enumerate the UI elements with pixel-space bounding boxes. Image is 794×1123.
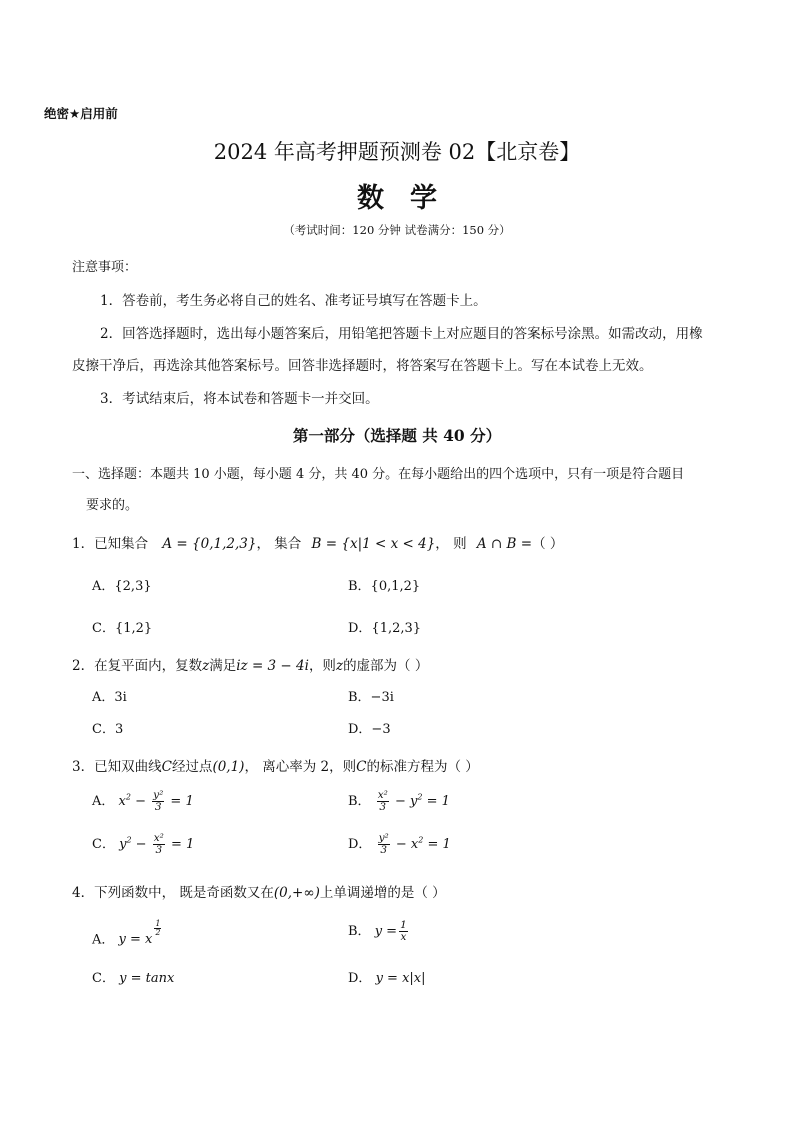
fraction: $\frac{1}{x}$	[400, 919, 407, 944]
option-c: C．3	[92, 722, 124, 737]
option-d: D．−3	[348, 722, 391, 737]
stem-math: B = {x|1 < x < 4}	[311, 536, 436, 552]
option-math: y = tanx	[119, 971, 175, 986]
option-label: B．	[348, 924, 371, 940]
stem-text: 的标准方程为（ ）	[366, 759, 479, 775]
fraction: $\frac{\text{x²}}{3}$	[377, 789, 388, 814]
option-math: $y^2$ − $\frac{\text{x²}}{3}$ = 1	[119, 832, 195, 857]
question-4-stem	[72, 881, 446, 901]
confidential-label: 绝密★启用前	[44, 106, 118, 121]
option-a: A．3i	[92, 690, 127, 705]
option-a	[92, 920, 163, 947]
section-instruction: 一、选择题：本题共 10 小题，每小题 4 分，共 40 分。在每小题给出的四个选项中，只有一项是符合题目	[72, 467, 685, 482]
option-label: A．	[92, 794, 115, 810]
option-c: C．{1,2}	[92, 621, 153, 636]
stem-text: 的虚部为（ ）	[343, 658, 429, 674]
question-2-stem	[72, 654, 428, 674]
stem-text: ， 集合	[256, 536, 302, 552]
option-math: y = x $\frac{1}{2}$	[118, 919, 161, 948]
stem-math: z	[335, 658, 344, 674]
exam-info: （考试时间：120 分钟 试卷满分：150 分）	[283, 223, 511, 237]
option-c	[92, 833, 194, 856]
section-instruction: 要求的。	[86, 498, 139, 513]
notice-title: 注意事项：	[72, 260, 138, 275]
question-1-stem	[72, 532, 563, 552]
notice-item: 皮擦干净后，再选涂其他答案标号。回答非选择题时，将答案写在答题卡上。写在本试卷上无效。	[72, 358, 653, 374]
stem-text: ，则	[308, 658, 336, 674]
section-title: 第一部分（选择题 共 40 分）	[292, 426, 502, 445]
stem-math: (0,+∞)	[273, 885, 320, 901]
stem-text: 3．已知双曲线	[72, 759, 162, 775]
option-math: y = $\frac{1}{x}$	[374, 919, 407, 944]
option-c	[92, 967, 174, 986]
stem-text: （ ）	[532, 536, 564, 552]
subject-title: 数学	[357, 183, 463, 214]
fraction: $\frac{\text{y²}}{3}$	[153, 789, 164, 814]
stem-text: ， 离心率为 2，则	[244, 759, 357, 775]
stem-text: 4．下列函数中， 既是奇函数又在	[72, 885, 274, 901]
option-d	[348, 833, 451, 856]
option-d	[348, 967, 426, 986]
exam-title: 2024 年高考押题预测卷 02【北京卷】	[213, 140, 581, 164]
stem-math: C	[161, 759, 172, 775]
notice-item: 1．答卷前，考生务必将自己的姓名、准考证号填写在答题卡上。	[100, 293, 487, 309]
option-d: D．{1,2,3}	[348, 621, 422, 636]
notice-item: 3．考试结束后，将本试卷和答题卡一并交回。	[100, 391, 379, 407]
question-3-stem	[72, 755, 479, 775]
stem-text: 满足	[209, 658, 237, 674]
stem-math: iz = 3 − 4i	[236, 658, 309, 674]
option-b	[348, 920, 410, 943]
option-a	[92, 790, 194, 813]
option-math: y = x|x|	[375, 971, 426, 986]
notice-item: 2．回答选择题时，选出每小题答案后，用铅笔把答题卡上对应题目的答案标号涂黑。如需改动，用橡	[100, 326, 703, 342]
option-label: A．	[92, 932, 115, 948]
stem-math: C	[356, 759, 367, 775]
fraction: $\frac{\text{x²}}{3}$	[153, 832, 164, 857]
option-math: $\frac{\text{x²}}{3}$ − $y^2 = 1$	[377, 789, 450, 814]
option-label: C．	[92, 971, 115, 986]
option-a: A．{2,3}	[92, 579, 152, 594]
stem-text: 经过点	[171, 759, 213, 775]
stem-math: z	[202, 658, 210, 674]
option-label: B．	[348, 794, 371, 810]
stem-math: A ∩ B =	[476, 536, 533, 552]
stem-math: (0,1)	[212, 759, 245, 775]
option-b	[348, 790, 450, 813]
exponent-fraction: $\frac{1}{2}$	[155, 919, 161, 938]
option-b: B．−3i	[348, 690, 394, 705]
option-math: $\frac{\text{y²}}{3}$ − $x^2 = 1$	[378, 832, 451, 857]
stem-text: 1．已知集合	[72, 536, 149, 552]
option-math: $x^2$ − $\frac{\text{y²}}{3}$ = 1	[118, 789, 194, 814]
option-b: B．{0,1,2}	[348, 579, 421, 594]
option-label: D．	[348, 837, 372, 853]
option-label: D．	[348, 971, 372, 986]
stem-text: ， 则	[435, 536, 467, 552]
option-label: C．	[92, 837, 115, 853]
stem-math: A = {0,1,2,3}	[162, 536, 257, 552]
stem-text: 2．在复平面内，复数	[72, 658, 203, 674]
fraction: $\frac{\text{y²}}{3}$	[378, 832, 389, 857]
stem-text: 上单调递增的是（ ）	[319, 885, 446, 901]
